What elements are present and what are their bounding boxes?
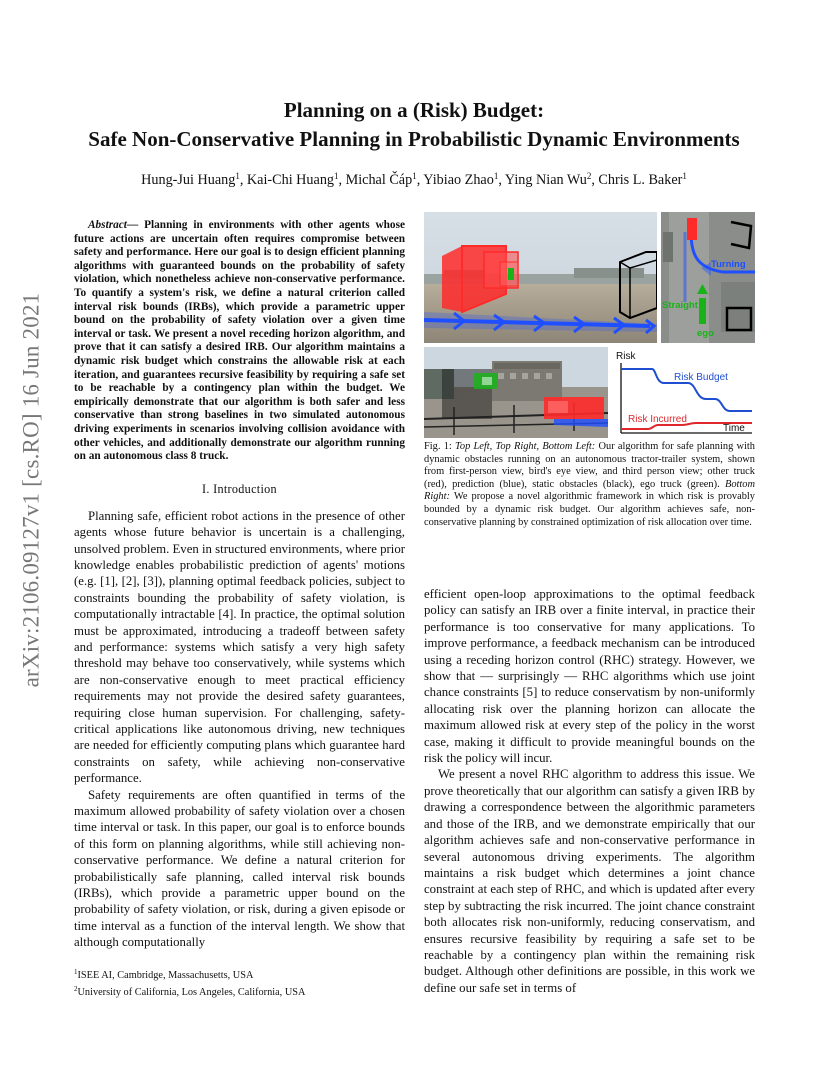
birds-eye-view-panel	[661, 212, 755, 343]
title-line-2: Safe Non-Conservative Planning in Probabilistic Dynamic Environments	[88, 127, 740, 151]
author: Kai-Chi Huang$^1$,	[246, 171, 346, 188]
intro-paragraph-3: efficient open-loop approximations to the optimal feedback policy can satisfy an IRB over a finite interval, in practice their performance is too conservative for many applications. To improve performance, a feedback mechanism can be introduced using a receding horizon control (RHC) strategy. However, we show that — surprisingly — RHC algorithms which use joint chance constraints [5] to reduce conservatism by non-uniformly allocating risk over the planning horizon can allocate the maximum allowed risk at every step of the policy in the worst case, making it difficult to provide meaningful bounds on the risk the policy will incur.	[424, 587, 755, 766]
author-list	[60, 171, 768, 189]
risk-budget-diagram	[612, 347, 755, 438]
label-risk-axis: Risk	[616, 351, 636, 362]
abstract-label: Abstract	[88, 219, 127, 231]
paper-title	[60, 96, 768, 154]
other-truck-marker	[544, 397, 604, 419]
label-risk-budget: Risk Budget	[674, 372, 728, 383]
figure-1-caption: Fig. 1: Top Left, Top Right, Bottom Left: Our algorithm for safe planning with dynamic obstacles running on an autonomous tractor-trailer system, shown from first-person view, bird's eye view, and third person view; other truck (red), prediction (blue), static obstacles (black), ego truck (green). Bottom Right: We propose a novel algorithmic framework in which risk is provably bounded by a dynamic risk budget. Our algorithm achieves safe, non-conservative planning by constrained optimization of risk allocation over time.	[424, 441, 755, 528]
intro-paragraph-2: Safety requirements are often quantified in terms of the maximum allowed probability of safety violation over a chosen time interval or task. In this paper, our goal is to enforce bounds of this form on planning algorithms, while still achieving non-conservative performance. We define a natural criterion for probabilistically safe planning, called interval risk bounds (IRBs), which provide a parametric upper bound on the probability of safety violation, or risk, during a given episode or time interval as a function of the interval length. We show that although computationally	[74, 787, 405, 950]
footnotes	[74, 966, 405, 999]
abstract-text: Planning in environments with other agents whose future actions are uncertain often requires compromise between safety and performance. Here our goal is to design efficient planning algorithms with guaranteed bounds on the probability of safety violation, which nonetheless achieve non-conservative performance. To quantify a system's risk, we define a natural criterion called interval risk bounds (IRBs), which provide a parametric upper bound on the probability of safety violation over a given time interval or task. We present a novel receding horizon algorithm, and prove that it can satisfy a desired IRB. Our algorithm maintains a dynamic risk budget which constrains the allowable risk at each iteration, and guarantees recursive feasibility by requiring a safe set to be reachable by a contingency plan within the budget. We empirically demonstrate that our algorithm is both safer and less conservative than strong baselines in two simulated autonomous driving experiments in scenarios involving collision avoidance with other vehicles, and additionally demonstrate our algorithm running on an autonomous class 8 truck.	[74, 219, 405, 463]
label-turning: Turning	[711, 259, 746, 270]
third-person-view-panel	[424, 347, 608, 438]
risk-budget-plot	[612, 347, 755, 438]
footnote-1: $^1$ISEE AI, Cambridge, Massachusetts, USA	[74, 968, 254, 981]
label-time-axis: Time	[723, 423, 745, 434]
intro-paragraph-1: Planning safe, efficient robot actions in the presence of other agents whose future behavior is uncertain is a challenging, unsolved problem. Even in structured environments, where prior knowledge enables probabilistic prediction of agents' motions (e.g. [1], [2], [3]), planning optimal feedback policies, subject to constraints bounding the probability of safety violation, is computationally intractable [4]. In practice, the optimal solution must be approximated, introducing a tradeoff between safety and performance: systems which satisfy a very high safety threshold may behave too conservatively, while systems which are non-conservative enough to meet practical efficiency requirements may not provide the desired safety guarantees, requiring close human supervision. For challenging, safety-critical applications like autonomous driving, new techniques are needed for efficiently computing plans which guarantee hard constraints on safety, while achieving non-conservative performance.	[74, 508, 405, 786]
footnote-2: $^2$University of California, Los Angeles, California, USA	[74, 984, 306, 998]
author: Michal Čáp$^1$,	[345, 171, 424, 188]
title-line-1: Planning on a (Risk) Budget:	[283, 98, 545, 122]
other-truck-marker	[687, 218, 697, 240]
first-person-view-panel	[424, 212, 657, 343]
label-risk-incurred: Risk Incurred	[628, 414, 687, 425]
author: Ying Nian Wu$^2$,	[504, 171, 599, 188]
intro-paragraph-4: We present a novel RHC algorithm to address this issue. We prove theoretically that our algorithm can satisfy a given IRB by drawing a correspondence between the algorithmic parameters and those of the IRB, and we demonstrate empirically that our algorithm achieves safe and non-conservative performance in several autonomous driving experiments. The algorithm maintains a risk budget which determines a joint chance constraint at each step of RHC, and which is updated after every step by subtracting the risk incurred. The joint chance constraint both allocates risk non-uniformly, reducing conservatism, and ensures recursive feasibility by requiring a safe set to be reachable by a contingency plan within the remaining risk budget. Although other definitions are possible, in this work we define our safe set in terms of	[424, 767, 755, 995]
abstract: Abstract— Planning in environments with other agents whose future actions are uncertain often requires compromise between safety and performance. Here our goal is to design efficient planning algorithms with guaranteed bounds on the probability of safety violation, which nonetheless achieve non-conservative performance. To quantify a system's risk, we define a natural criterion called interval risk bounds (IRBs), which provide a parametric upper bound on the probability of safety violation over a given time interval or task. We present a novel receding horizon algorithm, and prove that it can satisfy a desired IRB. Our algorithm maintains a dynamic risk budget which constrains the allowable risk at each iteration, and guarantees recursive feasibility by requiring a safe set to be reachable by a contingency plan within the budget. We empirically demonstrate that our algorithm is both safer and less conservative than strong baselines in two simulated autonomous driving experiments in scenarios involving collision avoidance with other vehicles, and additionally demonstrate our algorithm running on an autonomous class 8 truck.	[74, 219, 405, 463]
section-heading-introduction: I. Introduction	[202, 481, 277, 496]
arxiv-identifier: arXiv:2106.09127v1 [cs.RO] 16 Jun 2021	[18, 292, 43, 688]
figure-1	[424, 212, 755, 438]
birds-eye-view-image	[661, 212, 755, 343]
third-person-view-image	[424, 347, 608, 438]
first-person-view-image	[424, 212, 657, 343]
label-straight: Straight	[662, 300, 698, 311]
left-column	[74, 219, 405, 951]
author: Yibiao Zhao$^1$,	[423, 171, 505, 188]
label-ego: ego	[697, 328, 714, 339]
ego-truck-marker	[508, 268, 514, 280]
author: Hung-Jui Huang$^1$,	[141, 171, 247, 188]
right-column	[424, 586, 755, 996]
arxiv-sidebar	[8, 290, 54, 690]
author: Chris L. Baker$^1$	[598, 171, 687, 188]
ego-truck-marker	[442, 369, 498, 419]
